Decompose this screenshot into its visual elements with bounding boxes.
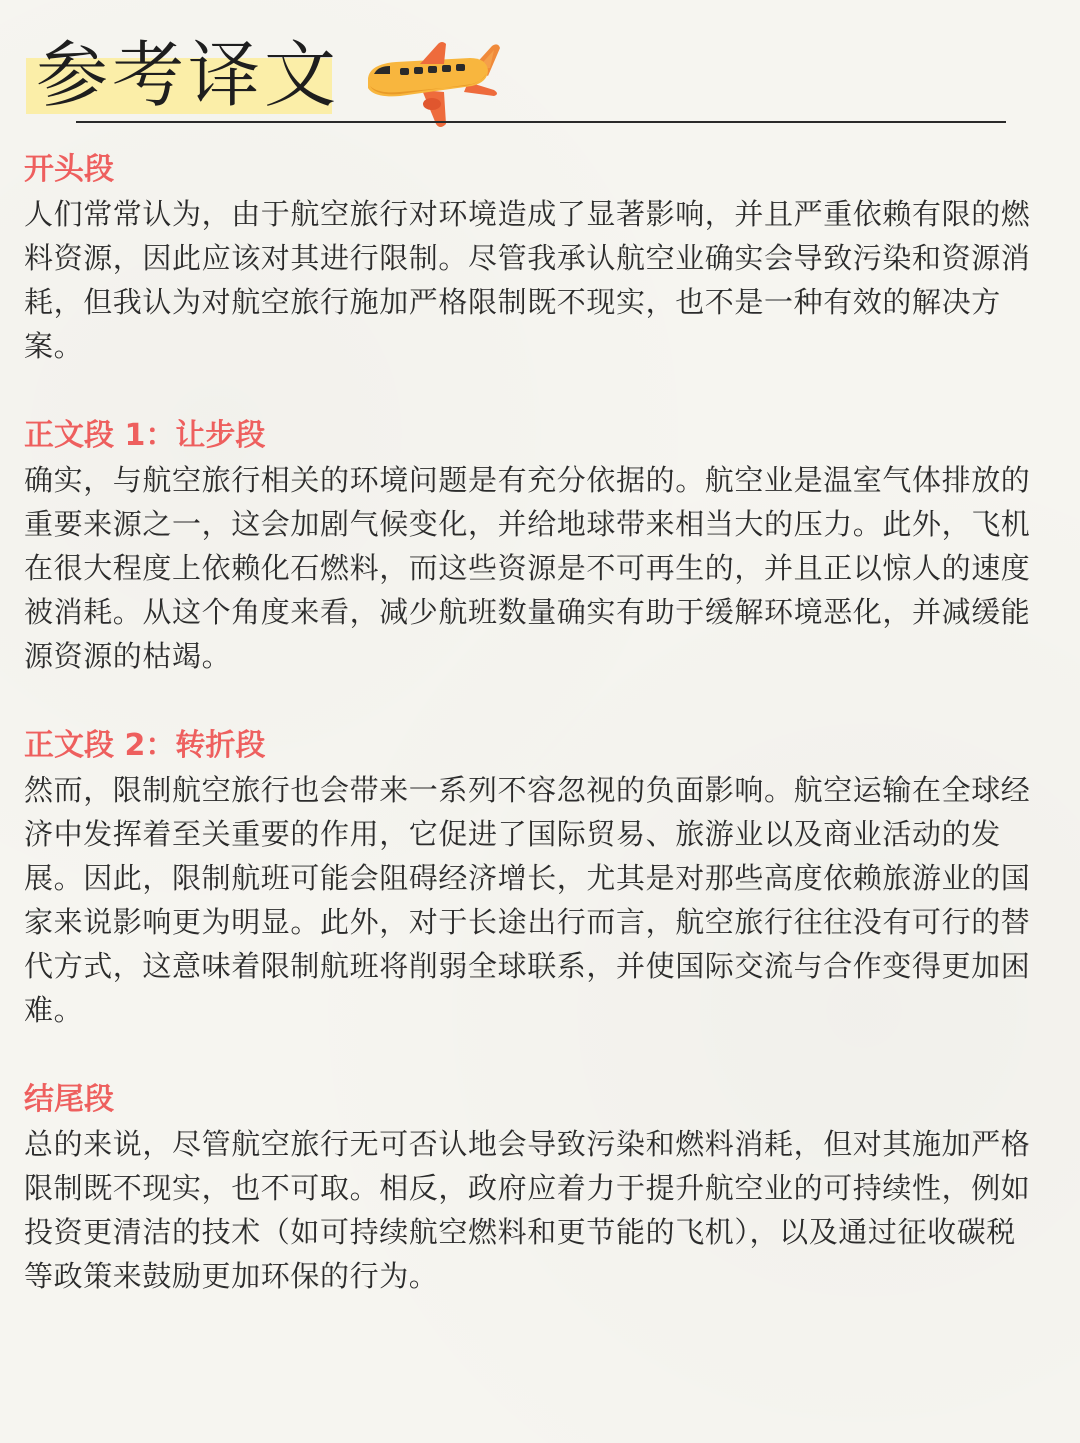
header (0, 0, 1080, 130)
section-heading: 正文段 1：让步段 (24, 418, 266, 453)
section-heading: 结尾段 (24, 1082, 114, 1117)
page-title: 参考译文 (36, 33, 341, 117)
article-body (24, 148, 1034, 1344)
section-body-2 (24, 724, 1034, 1032)
section-body-1 (24, 414, 1034, 678)
title-divider (76, 121, 1006, 123)
section-paragraph: 总的来说，尽管航空旅行无可否认地会导致污染和燃料消耗，但对其施加严格限制既不现实，也不可取。相反，政府应着力于提升航空业的可持续性，例如投资更清洁的技术（如可持续航空燃料和更节能的飞机），以及通过征收碳税等政策来鼓励更加环保的行为。 (24, 1127, 1031, 1293)
section-conclusion (24, 1078, 1034, 1298)
section-heading: 开头段 (24, 152, 114, 187)
section-heading: 正文段 2：转折段 (24, 728, 266, 763)
section-paragraph: 然而，限制航空旅行也会带来一系列不容忽视的负面影响。航空运输在全球经济中发挥着至关重要的作用，它促进了国际贸易、旅游业以及商业活动的发展。因此，限制航班可能会阻碍经济增长，尤其是对那些高度依赖旅游业的国家来说影响更为明显。此外，对于长途出行而言，航空旅行往往没有可行的替代方式，这意味着限制航班将削弱全球联系，并使国际交流与合作变得更加困难。 (24, 773, 1031, 1027)
airplane-icon (360, 38, 506, 128)
section-paragraph: 人们常常认为，由于航空旅行对环境造成了显著影响，并且严重依赖有限的燃料资源，因此应该对其进行限制。尽管我承认航空业确实会导致污染和资源消耗，但我认为对航空旅行施加严格限制既不现实，也不是一种有效的解决方案。 (24, 197, 1031, 363)
section-paragraph: 确实，与航空旅行相关的环境问题是有充分依据的。航空业是温室气体排放的重要来源之一，这会加剧气候变化，并给地球带来相当大的压力。此外，飞机在很大程度上依赖化石燃料，而这些资源是不可再生的，并且正以惊人的速度被消耗。从这个角度来看，减少航班数量确实有助于缓解环境恶化，并减缓能源资源的枯竭。 (24, 463, 1031, 673)
section-intro (24, 148, 1034, 368)
